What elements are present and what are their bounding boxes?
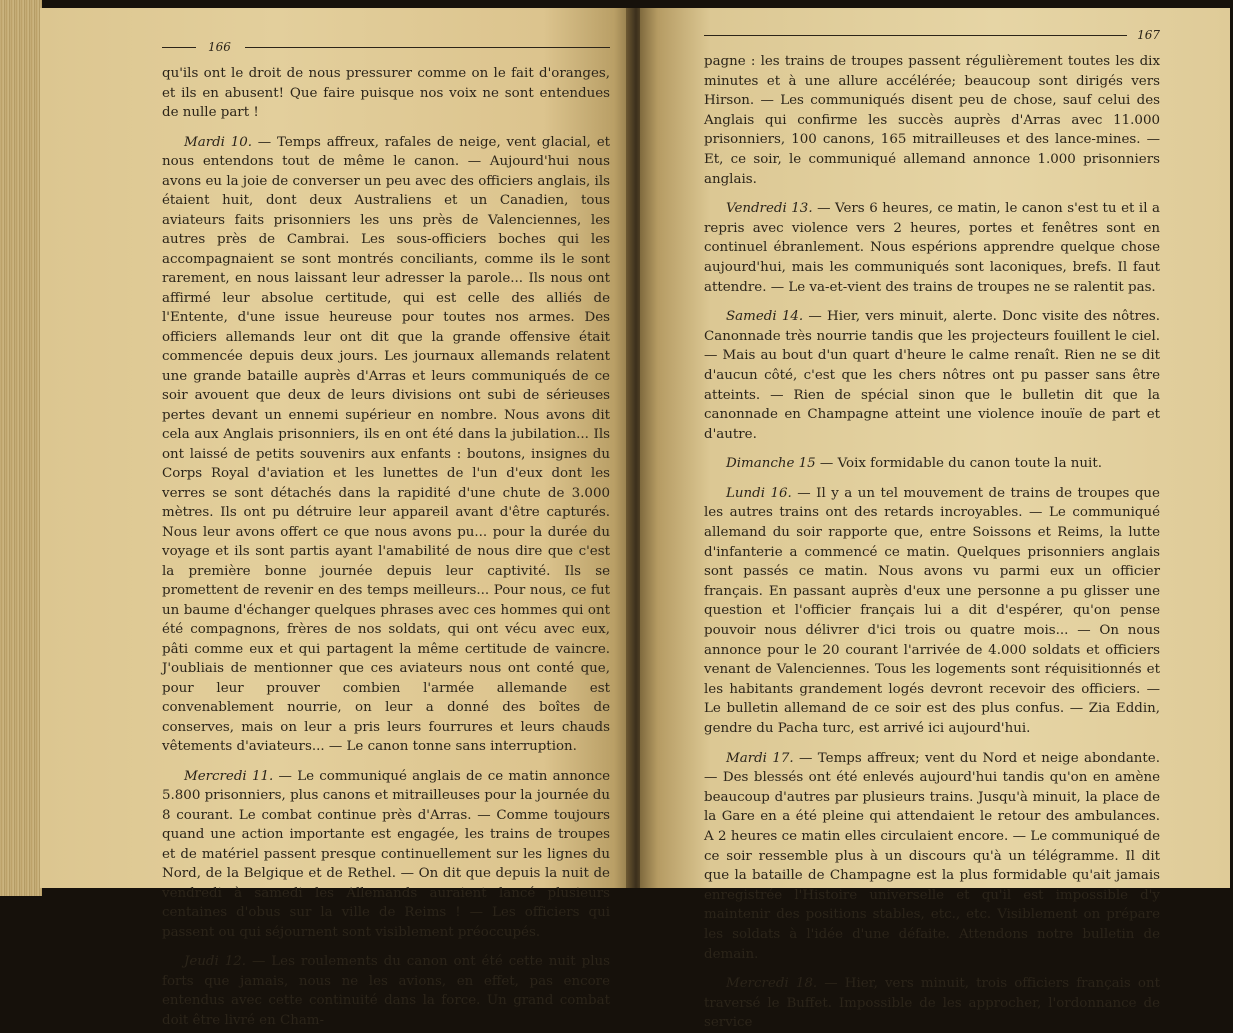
entry-date: Vendredi 13.: [726, 201, 813, 217]
entry-text: — Temps affreux; vent du Nord et neige abondante. — Des blessés ont été enlevés aujourd'hui tandis qu'on en amène beaucoup d'autres par plusieurs trains. Jusqu'à minuit, la place de la Gare en a été pleine qui attendaient le retour des ambulances. A 2 heures ce matin elles circulaient encore. — Le communiqué de ce soir ressemble plus à un discours qu'à un télégramme. Il dit que la bataille de Champagne est la plus formidable qu'ait jamais enregistrée l'Histoire universelle et qu'il est impossible d'y maintenir des positions stables, etc., etc. Visiblement on prépare les soldats à l'idée d'une défaite. Attendons notre bulletin de demain.: [704, 750, 1160, 962]
diary-entry: [162, 133, 610, 757]
paragraph-text: qu'ils ont le droit de nous pressurer comme on le fait d'oranges, et ils en abusent! Que faire puisque nos voix ne sont entendues de nulle part !: [162, 66, 610, 120]
entry-text: — Il y a un tel mouvement de trains de troupes que les autres trains ont des retards incroyables. — Le communiqué allemand du soir rapporte que, entre Soissons et Reims, la lutte d'infanterie a commencé ce matin. Quelques prisonniers anglais sont passés ce matin. Nous avons vu parmi eux un officier français. En passant auprès d'eux une personne a pu glisser une question et l'officier français lui a dit d'espérer, qu'on pense pouvoir nous délivrer d'ici trois ou quatre mois... — On nous annonce pour le 20 courant l'arrivée de 4.000 soldats et officiers venant de Valenciennes. Tous les logements sont réquisitionnés et les habitants grandement logés devront recevoir des officiers. — Le bulletin allemand de ce soir est des plus confus. — Zia Eddin, gendre du Pacha turc, est arrivé ici aujourd'hui.: [704, 485, 1160, 736]
entry-text: — Les roulements du canon ont été cette nuit plus forts que jamais, nous ne les avions, en effet, pas encore entendus avec cette continuité dans la force. Un grand combat doit être livré en Cham-: [162, 954, 610, 1028]
diary-entry: [162, 952, 610, 1030]
header-rule-short: [162, 47, 196, 48]
right-page-header: [704, 26, 1160, 44]
entry-date: Mercredi 18.: [726, 976, 818, 992]
entry-date: Mercredi 11.: [184, 768, 274, 784]
right-page-text: [704, 52, 1160, 1033]
header-rule: [704, 35, 1127, 36]
paragraph: [704, 52, 1160, 189]
entry-text: — Hier, vers minuit, alerte. Donc visite des nôtres. Canonnade très nourrie tandis que les projecteurs fouillent le ciel. — Mais au bout d'un quart d'heure le calme renaît. Rien ne se dit d'aucun côté, c'est que les chers nôtres ont pu passer sans être atteints. — Rien de spécial sinon que le bulletin dit que la canonnade en Champagne atteint une violence inouïe de part et d'autre.: [704, 309, 1160, 442]
entry-text: — Le communiqué anglais de ce matin annonce 5.800 prisonniers, plus canons et mitrailleuses pour la journée du 8 courant. Le combat continue près d'Arras. — Comme toujours quand une action importante est engagée, les trains de troupes et de matériel passent presque continuellement sur les lignes du Nord, de la Belgique et de Rethel. — On dit que depuis la nuit de vendredi à samedi les Allemands auraient lancé plusieurs centaines d'obus sur la ville de Reims ! — Les officiers qui passent ou qui séjournent sont visiblement préoccupés.: [162, 768, 610, 940]
entry-date: Mardi 10.: [184, 134, 253, 150]
entry-date: Samedi 14.: [726, 309, 804, 325]
diary-entry: [704, 307, 1160, 444]
entry-text: — Hier, vers minuit, trois officiers français ont traversé le Buffet. Impossible de les approcher, l'ordonnance de service: [704, 976, 1160, 1031]
entry-date: Mardi 17.: [726, 750, 794, 766]
left-page-number: 166: [208, 40, 231, 54]
entry-text: — Temps affreux, rafales de neige, vent glacial, et nous entendons tout de même le canon. — Aujourd'hui nous avons eu la joie de converser un peu avec des officiers anglais, ils étaient huit, dont deux Australiens et un Canadien, tous aviateurs faits prisonniers les uns près de Valenciennes, les autres près de Cambrai. Les sous-officiers boches qui les accompagnaient se sont montrés conciliants, comme ils le sont rarement, en nous laissant leur adresser la parole... Ils nous ont affirmé leur absolue certitude, qui est celle des alliés de l'Entente, d'une issue heureuse pour toutes nos armes. Des officiers allemands leur ont dit que la grande offensive était commencée depuis deux jours. Les journaux allemands relatent une grande bataille auprès d'Arras et leurs communiqués de ce soir avouent que deux de leurs divisions ont subi de sérieuses pertes devant un ennemi supérieur en nombre. Nous avons dit cela aux Anglais prisonniers, ils en ont été dans la jubilation... Ils ont laissé de petits souvenirs aux enfants : boutons, insignes du Corps Royal d'aviation et les lunettes de l'un d'eux dont les verres se sont détachés dans la rapidité d'une chute de 3.000 mètres. Ils ont pu détruire leur appareil avant d'être capturés. Nous leur avons offert ce que nous avons pu... pour la durée du voyage et ils sont partis ayant l'amabilité de nous dire que c'est la première bonne journée depuis leur captivité. Ils se promettent de revenir en des temps meilleurs... Pour nous, ce fut un baume d'échanger quelques phrases avec ces hommes qui ont été compagnons, frères de nos soldats, qui ont vécu avec eux, pâti comme eux et qui partagent la même certitude de vaincre. J'oubliais de mentionner que ces aviateurs nous ont conté que, pour leur prouver combien l'armée allemande est convenablement nourrie, on leur a donné des boîtes de conserves, mais on leur a pris leurs fourrures et leurs chauds vêtements d'aviateurs... — Le canon tonne sans interruption.: [162, 134, 610, 754]
header-rule: [245, 47, 610, 48]
paragraph: [162, 64, 610, 123]
right-page-number: 167: [1137, 28, 1160, 42]
left-page: [40, 8, 632, 1028]
left-page-header: [162, 38, 610, 56]
entry-date: Jeudi 12.: [184, 954, 247, 969]
diary-entry: [704, 484, 1160, 739]
diary-entry: [162, 767, 610, 943]
page-edges: [0, 0, 42, 896]
right-page: [640, 8, 1230, 1031]
entry-text: — Vers 6 heures, ce matin, le canon s'est tu et il a repris avec violence vers 2 heures, portes et fenêtres sont en continuel ébranlement. Nous espérions apprendre quelque chose aujourd'hui, mais les communiqués sont laconiques, brefs. Il faut attendre. — Le va-et-vient des trains de troupes ne se ralentit pas.: [704, 201, 1160, 295]
entry-date: Lundi 16.: [726, 485, 792, 501]
diary-entry: [704, 454, 1160, 474]
diary-entry: [704, 749, 1160, 965]
left-page-text: [162, 64, 610, 1030]
paragraph-text: pagne : les trains de troupes passent régulièrement toutes les dix minutes et à une allure accélérée; beaucoup sont dirigés vers Hirson. — Les communiqués disent peu de chose, sauf celui des Anglais qui confirme les succès auprès d'Arras avec 11.000 prisonniers, 100 canons, 165 mitrailleuses et des lance-mines. — Et, ce soir, le communiqué allemand annonce 1.000 prisonniers anglais.: [704, 54, 1160, 187]
entry-text: — Voix formidable du canon toute la nuit.: [815, 456, 1102, 472]
diary-entry: [704, 974, 1160, 1033]
diary-entry: [704, 199, 1160, 297]
entry-date: Dimanche 15: [726, 456, 816, 472]
